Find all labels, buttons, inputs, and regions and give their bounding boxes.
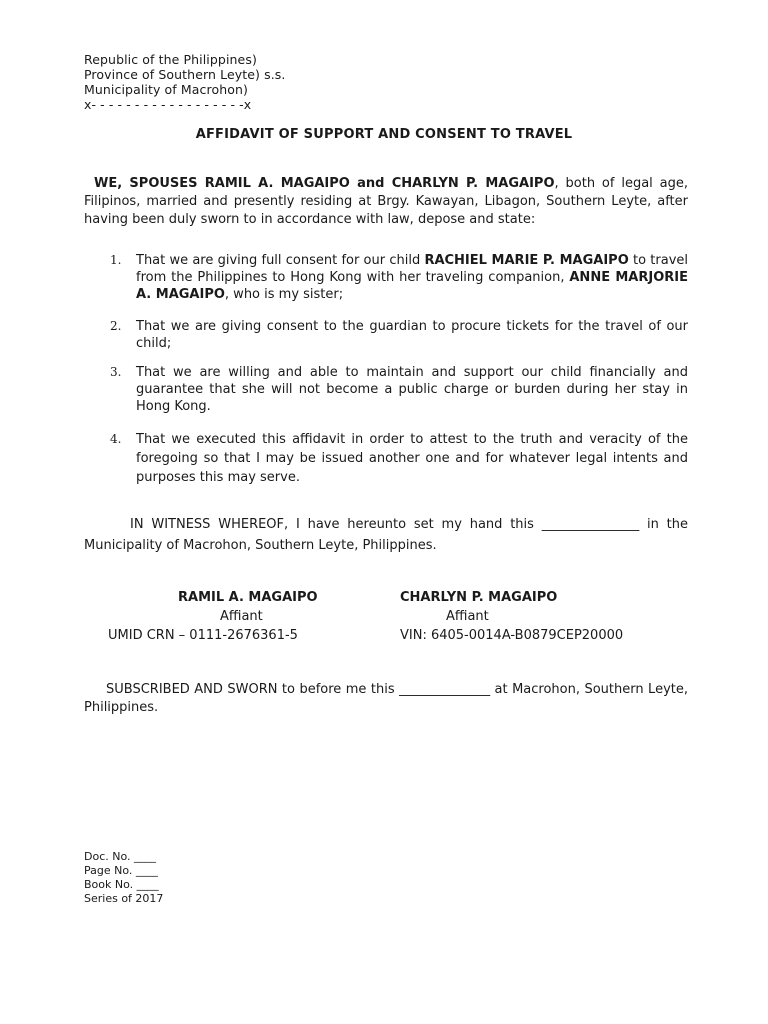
intro-text: , both of legal age, Filipinos, married and presently residing at Brgy. Kawayan, Libagon, Southern Leyte, after having been duly sworn to in accordance with law, depose and state: <box>84 176 688 227</box>
item-number: 4. <box>110 432 122 446</box>
signatory-id: UMID CRN – 0111-2676361-5 <box>108 628 298 643</box>
list-item <box>110 430 688 487</box>
signatory-role: Affiant <box>446 609 489 624</box>
companion-name: ANNE MARJORIE A. MAGAIPO <box>136 270 688 302</box>
signatory-name: CHARLYN P. MAGAIPO <box>400 590 558 605</box>
venue-separator: x- - - - - - - - - - - - - - - - - -x <box>84 97 252 112</box>
signatory-role: Affiant <box>220 609 263 624</box>
child-name: RACHIEL MARIE P. MAGAIPO <box>424 253 629 268</box>
witness-paragraph: IN WITNESS WHEREOF, I have hereunto set my hand this _______________ in the Municipality of Macrohon, Southern Leyte, Philippines. <box>84 517 688 553</box>
venue-province: Province of Southern Leyte) s.s. <box>84 67 286 82</box>
item-text <box>136 252 688 303</box>
list-item <box>110 364 688 415</box>
document-title: AFFIDAVIT OF SUPPORT AND CONSENT TO TRAVEL <box>195 127 573 142</box>
item-number: 3. <box>110 365 122 379</box>
venue-block <box>84 52 285 112</box>
signatory-block <box>400 588 660 645</box>
intro-paragraph <box>84 175 688 229</box>
doc-number: Doc. No. ____ <box>84 850 156 863</box>
book-number: Book No. ____ <box>84 878 159 891</box>
signatory-name: RAMIL A. MAGAIPO <box>178 590 318 605</box>
item-text-part: That we are giving full consent for our child <box>136 253 425 268</box>
item-text: That we are giving consent to the guardian to procure tickets for the travel of our child; <box>136 319 688 351</box>
signatory-block <box>108 588 348 645</box>
item-text-part: , who is my sister; <box>224 287 344 302</box>
affiants-names: WE, SPOUSES RAMIL A. MAGAIPO and CHARLYN P. MAGAIPO <box>94 176 555 191</box>
notarial-register <box>84 850 163 906</box>
subscribed-paragraph: SUBSCRIBED AND SWORN to before me this ______________ at Macrohon, Southern Leyte, Philippines. <box>84 682 688 715</box>
item-text: That we are willing and able to maintain and support our child financially and guarantee that she will not become a public charge or burden during her stay in Hong Kong. <box>136 365 688 414</box>
item-number: 1. <box>110 253 122 267</box>
item-text-part: to travel from the Philippines to Hong Kong with her traveling companion, <box>136 253 688 285</box>
list-item <box>110 252 688 303</box>
signatory-id: VIN: 6405-0014A-B0879CEP20000 <box>400 628 624 643</box>
page-number: Page No. ____ <box>84 864 158 877</box>
venue-municipality: Municipality of Macrohon) <box>84 82 248 97</box>
list-item <box>110 318 688 352</box>
item-number: 2. <box>110 319 122 333</box>
item-text: That we executed this affidavit in order to attest to the truth and veracity of the foregoing so that I may be issued another one and for whatever legal intents and purposes this may serve. <box>136 432 688 485</box>
venue-republic: Republic of the Philippines) <box>84 52 257 67</box>
series-year: Series of 2017 <box>84 892 164 905</box>
